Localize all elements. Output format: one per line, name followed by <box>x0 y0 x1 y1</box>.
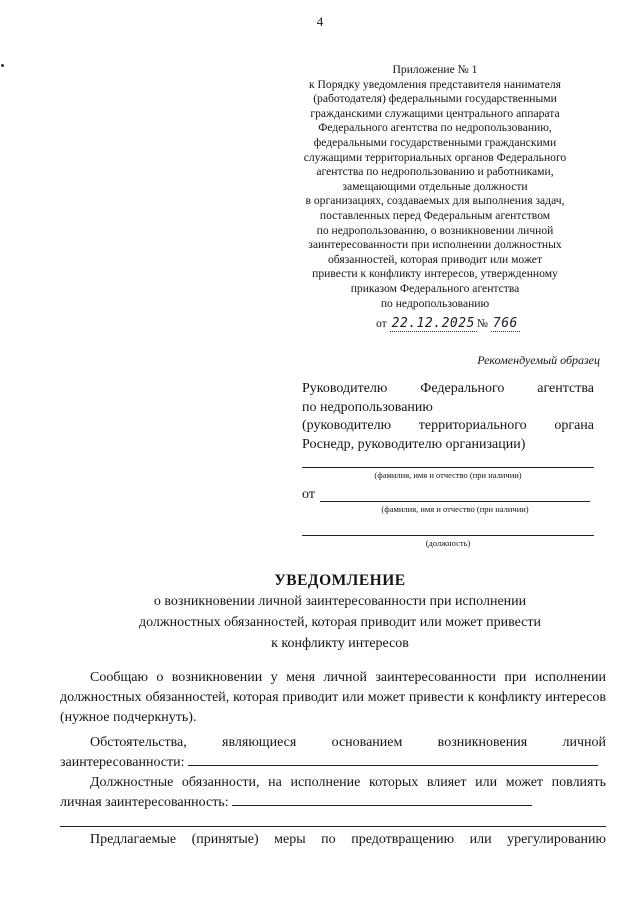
notice-subtitle <box>0 591 640 654</box>
appendix-line: к Порядку уведомления представителя нанимателя <box>309 77 561 91</box>
paragraph-text: Должностные обязанности, на исполнение которых влияет или может повлиять личная заинтересованность: <box>60 775 606 810</box>
subtitle-line: к конфликту интересов <box>271 636 409 651</box>
appendix-line: служащими территориальных органов Федерального <box>303 150 567 164</box>
addressee-block <box>302 380 594 454</box>
appendix-line: Приложение № 1 <box>392 63 478 76</box>
appendix-line: поставленных перед Федеральным агентством <box>319 208 551 222</box>
paragraph-duties <box>60 773 606 813</box>
paragraph-circumstances <box>60 733 606 773</box>
appendix-line: гражданскими служащими центрального аппарата <box>310 106 560 120</box>
paragraph-measures <box>60 830 606 850</box>
paragraph-text: Обстоятельства, являющиеся основанием возникновения личной заинтересованности: <box>60 735 606 770</box>
from-label: от <box>302 487 315 502</box>
paragraph-text: Предлагаемые (принятые) меры по предотвращению или урегулированию <box>90 832 606 847</box>
addressee-line: Руководителю Федерального агентства <box>302 381 594 396</box>
addressee-line: по недропользованию <box>302 399 433 415</box>
appendix-line: заинтересованности при исполнении должностных <box>308 238 562 252</box>
duties-field[interactable] <box>232 793 532 806</box>
subtitle-line: должностных обязанностей, которая приводит или может привести <box>138 615 542 630</box>
date-prefix: от <box>376 317 387 330</box>
appendix-line: агентства по недропользованию и работниками, <box>316 165 554 179</box>
page-number: 4 <box>316 14 324 29</box>
appendix-line: в организациях, создаваемых для выполнения задач, <box>305 194 565 208</box>
sender-name-caption: (фамилия, имя и отчество (при наличии) <box>381 504 529 514</box>
recipient-name-caption: (фамилия, имя и отчество (при наличии) <box>374 470 522 480</box>
recipient-name-field[interactable] <box>302 467 594 468</box>
subtitle-line: о возникновении личной заинтересованности при исполнении <box>153 594 527 609</box>
addressee-line: Роснедр, руководителю организации) <box>302 436 526 452</box>
order-date-number <box>376 316 520 332</box>
circumstances-field[interactable] <box>188 753 598 766</box>
appendix-line: (работодателя) федеральными государственными <box>313 92 557 106</box>
paragraph-wrap <box>60 733 606 773</box>
sender-position-field[interactable] <box>302 535 594 536</box>
appendix-header <box>270 63 600 311</box>
appendix-line: замещающими отдельные должности <box>342 179 528 193</box>
appendix-line: обязанностей, которая приводит или может <box>327 252 543 266</box>
sender-name-field[interactable] <box>320 501 590 502</box>
appendix-line: привести к конфликту интересов, утвержденному <box>312 267 558 281</box>
handwritten-number: 766 <box>492 316 518 331</box>
sender-position-caption: (должность) <box>425 538 471 548</box>
number-prefix: № <box>476 317 488 330</box>
duties-field-continuation[interactable] <box>60 826 606 827</box>
margin-mark <box>1 64 4 67</box>
addressee-line: (руководителю территориального органа <box>302 418 594 433</box>
appendix-line: по недропользованию <box>380 296 490 310</box>
recommended-sample-label: Рекомендуемый образец <box>477 353 600 367</box>
appendix-line: приказом Федерального агентства <box>350 281 520 295</box>
appendix-line: Федерального агентства по недропользованию, <box>318 121 552 135</box>
paragraph-text: Сообщаю о возникновении у меня личной заинтересованности при исполнении должностных обязанностей, которая приводит или может привести к конфликту интересов (нужное подчеркнуть). <box>60 670 606 725</box>
appendix-line: федеральными государственными гражданскими <box>313 135 557 149</box>
handwritten-date: 22.12.2025 <box>391 316 475 331</box>
notice-title: УВЕДОМЛЕНИЕ <box>274 572 406 589</box>
paragraph-wrap <box>60 773 606 813</box>
appendix-line: по недропользованию, о возникновении личной <box>316 223 554 237</box>
paragraph-notification <box>60 668 606 728</box>
